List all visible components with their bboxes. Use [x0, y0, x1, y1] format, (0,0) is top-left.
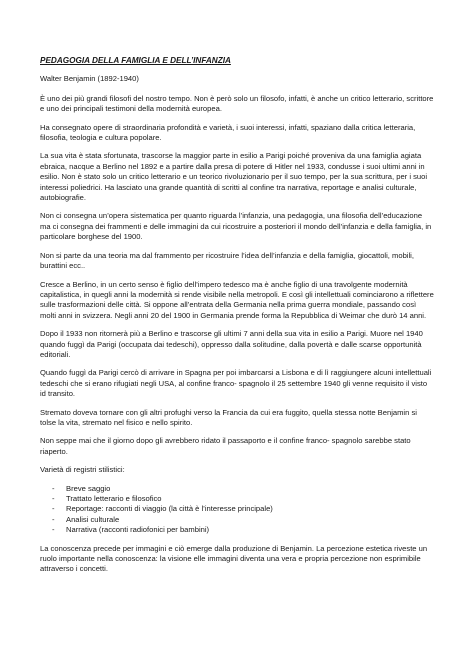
dash-bullet: - — [52, 504, 55, 514]
dash-bullet: - — [52, 525, 55, 535]
paragraph: Dopo il 1933 non ritornerà più a Berlino e trascorse gli ultimi 7 anni della sua vita in esilio a Parigi. Muore nel 1940 quando fuggì da Parigi (occupata dai tedeschi), oppresso dalla solitudine, dalla povertà e dalle scarse opportunità editoriali. — [40, 329, 423, 359]
list-item-text: Narrativa (racconti radiofonici per bambini) — [66, 525, 210, 535]
list-item-text: Reportage: racconti di viaggio (la città è l’interesse principale) — [66, 504, 273, 514]
dash-bullet: - — [52, 514, 55, 524]
paragraph: Non si parte da una teoria ma dal frammento per ricostruire l’idea dell’infanzia e della famiglia, giocattoli, mobili, burattini ecc.. — [40, 250, 414, 271]
paragraph: Non seppe mai che il giorno dopo gli avrebbero ridato il passaporto e il confine franco- spagnolo sarebbe stato riaperto. — [40, 436, 411, 456]
list-item — [52, 494, 434, 504]
paragraph: È uno dei più grandi filosofi del nostro tempo. Non è però solo un filosofo, infatti, è anche un critico letterario, scrittore e uno dei principali testimoni della modernità europea. — [40, 93, 434, 114]
list-item-text: Analisi culturale — [66, 514, 120, 524]
list-item — [52, 515, 434, 525]
paragraph: Cresce a Berlino, in un certo senso è figlio dell’impero tedesco ma è anche figlio di una travolgente modernità capitalistica, in quegli anni la modernità si rende visibile nella metropoli. E così gli intellettuali cominciarono a riflettere sulle trasformazioni delle città. Si oppone all’entrata della Germania nella prima guerra mondiale, passando così molti anni in svizzera. Negli anni 20 del 1900 in Germania prende forma la Repubblica di Weimar che durò 14 anni. — [40, 279, 434, 320]
registers-intro: Varietà di registri stilistici: — [40, 465, 125, 475]
author-line: Walter Benjamin (1892-1940) — [40, 74, 139, 84]
registers-list — [40, 484, 434, 536]
paragraph: Non ci consegna un’opera sistematica per quanto riguarda l’infanzia, una pedagogia, una filosofia dell’educazione ma ci consegna dei frammenti e delle immagini da cui ricostruire a posteriori il mondo dell’infanzia e della famiglia, in particolare borghese del 1900. — [40, 211, 432, 242]
list-item — [52, 504, 434, 514]
paragraph: La sua vita è stata sfortunata, trascorse la maggior parte in esilio a Parigi poiché proveniva da una famiglia agiata ebraica, nacque a Berlino nel 1892 e a partire dalla presa di potere di Hitler nel 1933, condusse i suoi ultimi anni in esilio. Non è stato solo un critico letterario e un teorico rivoluzionario per il suo tempo, per la sua scrittura, per i suoi interessi poliedrici. Ha lasciato una grande quantità di scritti al confine tra narrativa, reportage e analisi culturale, autobiografie. — [40, 151, 428, 203]
dash-bullet: - — [52, 494, 55, 503]
list-item — [52, 525, 434, 535]
document-title: PEDAGOGIA DELLA FAMIGLIA E DELL’INFANZIA — [40, 56, 231, 65]
paragraph: Quando fuggì da Parigi cercò di arrivare in Spagna per poi imbarcarsi a Lisbona e di lì raggiungere alcuni intellettuali tedeschi che si erano rifugiati negli USA, al confine franco- spagnolo il 25 settembre 1940 gli venne requisito il visto id transito. — [40, 368, 432, 399]
list-item — [52, 484, 434, 494]
paragraph: Ha consegnato opere di straordinaria profondità e varietà, i suoi interessi, infatti, spaziano dalla critica letteraria, filosofia, teologia e cultura popolare. — [40, 122, 416, 143]
closing-paragraph: La conoscenza precede per immagini e ciò emerge dalla produzione di Benjamin. La percezione estetica riveste un ruolo importante nella conoscenza: la visione elle immagini diventa una vera e propria percezione non esprimibile attraverso i concetti. — [40, 543, 428, 574]
dash-bullet: - — [52, 483, 55, 493]
paragraph: Stremato doveva tornare con gli altri profughi verso la Francia da cui era fuggito, quella stessa notte Benjamin si tolse la vita, stremato nel fisico e nello spirito. — [40, 407, 417, 427]
list-item-text: Trattato letterario e filosofico — [66, 494, 162, 503]
list-item-text: Breve saggio — [66, 483, 111, 493]
